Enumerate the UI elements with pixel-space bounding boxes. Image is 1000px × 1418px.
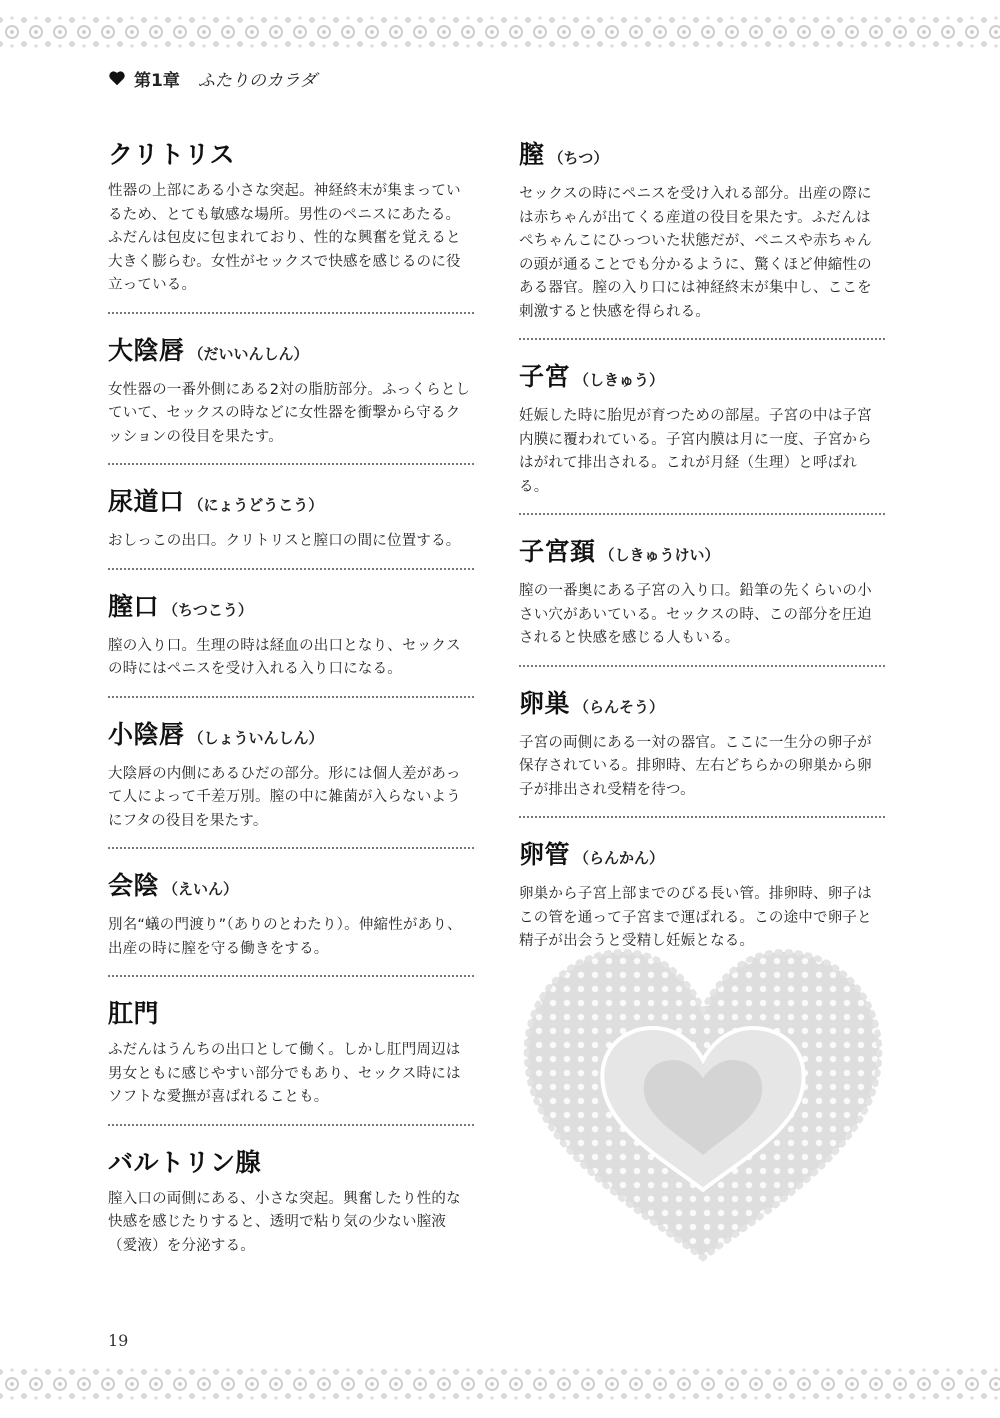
entry-name: クリトリス xyxy=(108,140,236,169)
chapter-header xyxy=(108,66,317,90)
entry-cervix xyxy=(519,537,885,651)
entry-title xyxy=(519,362,885,395)
entry-title xyxy=(108,336,474,369)
entry-body: 性器の上部にある小さな突起。神経終末が集まっているため、とても敏感な場所。男性のペニスにあたる。ふだんは包皮に包まれており、性的な興奮を覚えると大きく膨らむ。女性がセックスで快感を感じるのに役立っている。 xyxy=(108,183,461,293)
dotted-divider xyxy=(108,696,474,698)
entry-title xyxy=(519,840,885,873)
entry-uterus xyxy=(519,362,885,499)
entry-name: 大陰唇 xyxy=(108,335,185,365)
dotted-divider xyxy=(519,513,885,515)
entry-body: 卵巣から子宮上部までのびる長い管。排卵時、卵子はこの管を通って子宮まで運ばれる。この途中で卵子と精子が出会うと受精し妊娠となる。 xyxy=(519,886,872,949)
entry-urethral-opening xyxy=(108,487,474,554)
entry-ovary xyxy=(519,689,885,803)
entry-reading: （しょういんしん） xyxy=(188,728,324,747)
left-column xyxy=(108,140,474,1258)
dotted-divider xyxy=(519,665,885,667)
entry-fallopian-tube xyxy=(519,840,885,954)
entry-reading: （ちつ） xyxy=(548,149,609,167)
entry-name: 子宮 xyxy=(519,362,571,391)
entry-body: セックスの時にペニスを受け入れる部分。出産の際には赤ちゃんが出てくる産道の役目を果たす。ふだんはぺちゃんこにひっついた状態だが、ペニスや赤ちゃんの頭が通ることでも分かるように、驚くほど伸縮性のある器官。膣の入り口には神経終末が集中し、ここを刺激すると快感を得られる。 xyxy=(519,186,872,320)
entry-title xyxy=(108,487,474,520)
dotted-divider xyxy=(108,312,474,314)
entry-body: 膣入口の両側にある、小さな突起。興奮したり性的な快感を感じたりすると、透明で粘り気の少ない膣液（愛液）を分泌する。 xyxy=(108,1190,461,1254)
entry-name: 尿道口 xyxy=(108,487,185,516)
entry-title xyxy=(108,592,474,625)
entry-reading: （だいいんしん） xyxy=(188,344,309,363)
entry-title xyxy=(519,537,885,570)
top-lace-border xyxy=(0,14,1000,50)
entry-name: 膣 xyxy=(519,140,545,169)
entry-name: バルトリン腺 xyxy=(108,1147,262,1177)
bottom-lace-border xyxy=(0,1366,1000,1402)
dotted-divider xyxy=(108,975,474,977)
entry-name: 小陰唇 xyxy=(108,719,185,749)
entry-clitoris xyxy=(108,140,474,298)
entry-name: 卵巣 xyxy=(519,688,571,718)
entry-name: 卵管 xyxy=(519,840,571,869)
entry-vagina xyxy=(519,140,885,324)
entry-name: 子宮頚 xyxy=(519,537,596,566)
entry-vaginal-opening xyxy=(108,592,474,682)
right-column xyxy=(519,140,885,954)
entry-reading: （えいん） xyxy=(163,880,239,898)
entry-body: 子宮の両側にある一対の器官。ここに一生分の卵子が保存されている。排卵時、左右どちらかの卵巣から卵子が排出され受精を待つ。 xyxy=(519,734,872,798)
chapter-title: ふたりのカラダ xyxy=(197,70,317,91)
entry-title xyxy=(108,1148,474,1178)
chapter-number: 第1章 xyxy=(134,70,180,91)
dotted-divider xyxy=(519,338,885,340)
entry-body: 膣の一番奥にある子宮の入り口。鉛筆の先くらいの小さい穴があいている。セックスの時、この部分を圧迫されると快感を感じる人もいる。 xyxy=(519,583,872,646)
dotted-divider xyxy=(519,816,885,818)
dotted-divider xyxy=(108,847,474,849)
heart-icon xyxy=(108,69,126,87)
entry-title xyxy=(108,999,474,1029)
page-number: 19 xyxy=(108,1331,129,1350)
entry-body: ふだんはうんちの出口として働く。しかし肛門周辺は男女ともに感じやすい部分でもあり、セックス時にはソフトな愛撫が喜ばれることも。 xyxy=(108,1042,461,1105)
entry-name: 会陰 xyxy=(108,871,160,900)
entry-body: おしっこの出口。クリトリスと膣口の間に位置する。 xyxy=(108,533,461,549)
entry-title xyxy=(108,140,474,170)
entry-name: 膣口 xyxy=(108,591,160,621)
entry-title xyxy=(519,689,885,722)
entry-bartholin-gland xyxy=(108,1148,474,1259)
entry-body: 女性器の一番外側にある2対の脂肪部分。ふっくらとしていて、セックスの時などに女性器を衝撃から守るクッションの役目を果たす。 xyxy=(108,381,471,445)
entry-reading: （らんかん） xyxy=(574,849,665,867)
entry-reading: （しきゅうけい） xyxy=(599,546,720,564)
dotted-divider xyxy=(108,463,474,465)
entry-reading: （にょうどうこう） xyxy=(188,496,324,514)
entry-reading: （ちつこう） xyxy=(163,600,253,619)
entry-body: 膣の入り口。生理の時は経血の出口となり、セックスの時にはペニスを受け入れる入り口になる。 xyxy=(108,637,461,677)
entry-body: 大陰唇の内側にあるひだの部分。形には個人差があって人によって千差万別。膣の中に雑菌が入らないようにフタの役目を果たす。 xyxy=(108,765,461,829)
entry-body: 妊娠した時に胎児が育つための部屋。子宮の中は子宮内膜に覆われている。子宮内膜は月に一度、子宮からはがれて排出される。これが月経（生理）と呼ばれる。 xyxy=(519,408,872,495)
entry-labia-majora xyxy=(108,336,474,450)
entry-reading: （らんそう） xyxy=(574,697,665,716)
dotted-divider xyxy=(108,568,474,570)
entry-anus xyxy=(108,999,474,1110)
entry-body: 別名“蟻の門渡り”（ありのとわたり）。伸縮性があり、出産の時に膣を守る働きをする。 xyxy=(108,917,462,957)
entry-title xyxy=(108,871,474,904)
entry-reading: （しきゅう） xyxy=(574,371,665,389)
entry-labia-minora xyxy=(108,720,474,834)
lace-heart-illustration xyxy=(518,940,888,1270)
entry-name: 肛門 xyxy=(108,999,160,1028)
entry-title xyxy=(519,140,885,173)
entry-title xyxy=(108,720,474,753)
dotted-divider xyxy=(108,1124,474,1126)
entry-perineum xyxy=(108,871,474,961)
